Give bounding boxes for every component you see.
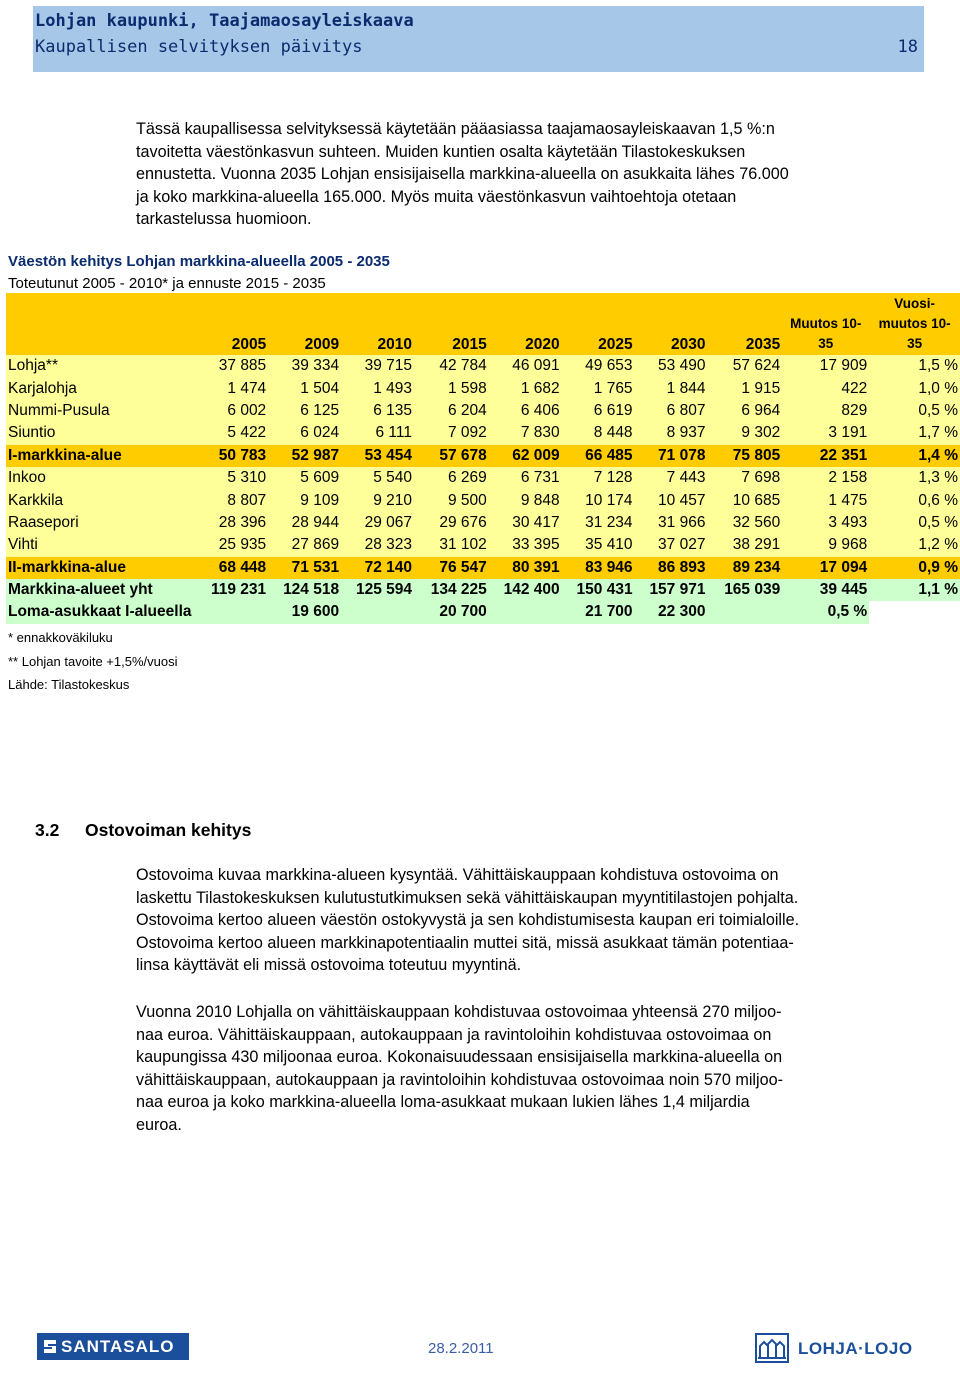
table-cell: 1 682 bbox=[489, 377, 562, 399]
header-cell: 2005 bbox=[194, 293, 269, 355]
row-label: Inkoo bbox=[6, 467, 194, 489]
table-cell: 7 443 bbox=[635, 467, 708, 489]
section-number: 3.2 bbox=[35, 820, 60, 840]
header-cell-blank bbox=[6, 293, 194, 355]
table-cell: 52 987 bbox=[268, 445, 341, 467]
table-cell: 19 600 bbox=[268, 601, 341, 623]
table-cell: 8 807 bbox=[194, 489, 269, 511]
table-cell bbox=[341, 601, 414, 623]
row-label: II-markkina-alue bbox=[6, 557, 194, 579]
table-cell: 28 396 bbox=[194, 512, 269, 534]
table-cell: 0,9 % bbox=[869, 557, 960, 579]
table-cell: 1 493 bbox=[341, 377, 414, 399]
table-cell: 9 210 bbox=[341, 489, 414, 511]
table-cell: 1,1 % bbox=[869, 579, 960, 601]
intro-line: ennustetta. Vuonna 2035 Lohjan ensisijaisella markkina-alueella on asukkaita lähes 76.000 bbox=[136, 165, 789, 183]
intro-paragraph bbox=[136, 118, 936, 231]
table-cell: 80 391 bbox=[489, 557, 562, 579]
paragraph-line: naa euroa ja koko markkina-alueella loma-asukkaat mukaan lukien lähes 1,4 miljardia bbox=[136, 1093, 750, 1111]
table-cell: 53 490 bbox=[635, 355, 708, 377]
document-subtitle: Kaupallisen selvityksen päivitys bbox=[35, 37, 363, 57]
table-cell: 124 518 bbox=[268, 579, 341, 601]
table-cell: 25 935 bbox=[194, 534, 269, 556]
santasalo-logo bbox=[37, 1333, 189, 1360]
row-label: Loma-asukkaat I-alueella bbox=[6, 601, 194, 623]
santasalo-logo-text: SANTASALO bbox=[61, 1337, 175, 1356]
santasalo-mark-icon bbox=[42, 1338, 58, 1355]
table-cell: 1,0 % bbox=[869, 377, 960, 399]
note-line: ** Lohjan tavoite +1,5%/vuosi bbox=[8, 653, 178, 669]
table-cell: 71 078 bbox=[635, 445, 708, 467]
table-cell: 38 291 bbox=[707, 534, 782, 556]
table-row bbox=[6, 512, 960, 534]
table-cell: 6 135 bbox=[341, 400, 414, 422]
table-cell: 62 009 bbox=[489, 445, 562, 467]
header-cell: 2025 bbox=[562, 293, 635, 355]
header-cell: 2035 bbox=[707, 293, 782, 355]
table-cell: 57 624 bbox=[707, 355, 782, 377]
intro-line: tarkastelussa huomioon. bbox=[136, 210, 312, 228]
section-heading bbox=[35, 820, 251, 841]
table-cell: 1,3 % bbox=[869, 467, 960, 489]
paragraph-line: Ostovoima kertoo alueen markkinapotentiaalin muttei sitä, missä asukkaat tämän potentiaa- bbox=[136, 933, 794, 952]
table-cell: 6 807 bbox=[635, 400, 708, 422]
table-cell: 165 039 bbox=[707, 579, 782, 601]
table-row bbox=[6, 467, 960, 489]
table-cell: 6 204 bbox=[414, 400, 489, 422]
table-cell: 29 676 bbox=[414, 512, 489, 534]
table-cell: 1 504 bbox=[268, 377, 341, 399]
table-cell: 1 844 bbox=[635, 377, 708, 399]
paragraph-line: Ostovoima kertoo alueen väestön ostokyvystä ja sen kohdistumisesta kaupan eri toimialoille. bbox=[136, 911, 800, 929]
table-title: Väestön kehitys Lohjan markkina-alueella 2005 - 2035 bbox=[8, 253, 390, 270]
table-cell: 28 944 bbox=[268, 512, 341, 534]
table-cell: 32 560 bbox=[707, 512, 782, 534]
table-cell: 1 598 bbox=[414, 377, 489, 399]
paragraph-line: Ostovoima kuvaa markkina-alueen kysyntää. Vähittäiskauppaan kohdistuva ostovoima on bbox=[136, 866, 779, 884]
table-cell: 9 968 bbox=[782, 534, 869, 556]
table-row bbox=[6, 445, 960, 467]
table-cell: 68 448 bbox=[194, 557, 269, 579]
document-title: Lohjan kaupunki, Taajamaosayleiskaava bbox=[35, 11, 414, 31]
row-label: Raasepori bbox=[6, 512, 194, 534]
row-label: Siuntio bbox=[6, 422, 194, 444]
table-cell: 3 191 bbox=[782, 422, 869, 444]
table-cell: 0,5 % bbox=[869, 400, 960, 422]
table-cell: 76 547 bbox=[414, 557, 489, 579]
table-cell: 89 234 bbox=[707, 557, 782, 579]
population-table bbox=[6, 293, 960, 624]
paragraph-line: kaupungissa 430 miljoonaa euroa. Kokonaisuudessaan ensisijaisella markkina-alueella on bbox=[136, 1048, 783, 1066]
table-row bbox=[6, 422, 960, 444]
table-cell: 9 500 bbox=[414, 489, 489, 511]
table-cell: 86 893 bbox=[635, 557, 708, 579]
table-cell: 66 485 bbox=[562, 445, 635, 467]
table-cell: 7 128 bbox=[562, 467, 635, 489]
table-row bbox=[6, 579, 960, 601]
table-cell: 29 067 bbox=[341, 512, 414, 534]
table-cell: 1 475 bbox=[782, 489, 869, 511]
table-cell: 5 422 bbox=[194, 422, 269, 444]
table-cell: 2 158 bbox=[782, 467, 869, 489]
table-cell: 1 765 bbox=[562, 377, 635, 399]
paragraph-line: euroa. bbox=[136, 1115, 182, 1134]
table-cell: 422 bbox=[782, 377, 869, 399]
table-cell: 1 474 bbox=[194, 377, 269, 399]
table-cell: 46 091 bbox=[489, 355, 562, 377]
header-cell: 2009 bbox=[268, 293, 341, 355]
table-cell: 5 609 bbox=[268, 467, 341, 489]
table-cell: 37 027 bbox=[635, 534, 708, 556]
table-cell: 83 946 bbox=[562, 557, 635, 579]
table-cell: 1,4 % bbox=[869, 445, 960, 467]
paragraph-line: naa euroa. Vähittäiskauppaan, autokauppaan ja ravintoloihin kohdistuvaa ostovoimaa on bbox=[136, 1025, 772, 1044]
table-cell: 75 805 bbox=[707, 445, 782, 467]
table-cell: 9 848 bbox=[489, 489, 562, 511]
table-notes bbox=[8, 626, 177, 697]
table-cell: 28 323 bbox=[341, 534, 414, 556]
table-cell: 6 269 bbox=[414, 467, 489, 489]
table-cell: 157 971 bbox=[635, 579, 708, 601]
table-cell: 0,5 % bbox=[782, 601, 869, 623]
table-cell: 39 715 bbox=[341, 355, 414, 377]
paragraph-ostovoima bbox=[136, 864, 936, 977]
table-cell: 125 594 bbox=[341, 579, 414, 601]
header-cell: 2015 bbox=[414, 293, 489, 355]
table-cell: 3 493 bbox=[782, 512, 869, 534]
table-row bbox=[6, 557, 960, 579]
table-cell: 9 302 bbox=[707, 422, 782, 444]
page-header bbox=[33, 6, 924, 72]
table-cell: 142 400 bbox=[489, 579, 562, 601]
table-cell: 39 334 bbox=[268, 355, 341, 377]
table-cell: 53 454 bbox=[341, 445, 414, 467]
table-cell: 30 417 bbox=[489, 512, 562, 534]
table-cell: 1,2 % bbox=[869, 534, 960, 556]
table-cell bbox=[194, 601, 269, 623]
table-row bbox=[6, 534, 960, 556]
header-cell: 2010 bbox=[341, 293, 414, 355]
row-label: Nummi-Pusula bbox=[6, 400, 194, 422]
table-cell: 8 448 bbox=[562, 422, 635, 444]
intro-line: Tässä kaupallisessa selvityksessä käytetään pääasiassa taajamaosayleiskaavan 1,5 %:n bbox=[136, 120, 775, 138]
header-cell: Muutos 10- 35 bbox=[782, 293, 869, 355]
table-cell: 10 457 bbox=[635, 489, 708, 511]
table-cell bbox=[489, 601, 562, 623]
table-cell: 17 094 bbox=[782, 557, 869, 579]
table-cell: 134 225 bbox=[414, 579, 489, 601]
table-cell: 6 024 bbox=[268, 422, 341, 444]
table-cell: 8 937 bbox=[635, 422, 708, 444]
table-cell: 7 830 bbox=[489, 422, 562, 444]
table-cell: 31 966 bbox=[635, 512, 708, 534]
table-cell: 9 109 bbox=[268, 489, 341, 511]
table-cell: 6 406 bbox=[489, 400, 562, 422]
table-cell: 37 885 bbox=[194, 355, 269, 377]
lohja-logo-text: LOHJA·LOJO bbox=[798, 1339, 913, 1358]
header-cell: 2020 bbox=[489, 293, 562, 355]
table-body bbox=[6, 355, 960, 624]
row-label: Lohja** bbox=[6, 355, 194, 377]
table-cell: 31 102 bbox=[414, 534, 489, 556]
paragraph-line: linsa käyttävät eli missä ostovoima toteutuu myyntinä. bbox=[136, 956, 522, 974]
paragraph-line: laskettu Tilastokeskuksen kulutustutkimuksen sekä vähittäiskaupan myyntitilastojen pohjalta. bbox=[136, 888, 799, 907]
table-cell: 6 002 bbox=[194, 400, 269, 422]
table-cell: 72 140 bbox=[341, 557, 414, 579]
row-label: Karjalohja bbox=[6, 377, 194, 399]
intro-line: tavoitetta väestönkasvun suhteen. Muiden kuntien osalta käytetään Tilastokeskuksen bbox=[136, 142, 746, 161]
table-cell: 6 964 bbox=[707, 400, 782, 422]
section-title: Ostovoiman kehitys bbox=[85, 820, 252, 840]
table-cell: 22 300 bbox=[635, 601, 708, 623]
table-cell: 829 bbox=[782, 400, 869, 422]
row-label: Karkkila bbox=[6, 489, 194, 511]
table-cell: 1 915 bbox=[707, 377, 782, 399]
table-cell: 20 700 bbox=[414, 601, 489, 623]
table-cell: 49 653 bbox=[562, 355, 635, 377]
table-row bbox=[6, 601, 960, 623]
table-row bbox=[6, 355, 960, 377]
table-cell: 33 395 bbox=[489, 534, 562, 556]
table-cell: 6 731 bbox=[489, 467, 562, 489]
table-cell: 5 540 bbox=[341, 467, 414, 489]
table-cell: 119 231 bbox=[194, 579, 269, 601]
table-row bbox=[6, 377, 960, 399]
table-cell: 10 174 bbox=[562, 489, 635, 511]
table-cell: 0,6 % bbox=[869, 489, 960, 511]
row-label: I-markkina-alue bbox=[6, 445, 194, 467]
table-cell: 7 698 bbox=[707, 467, 782, 489]
lohja-crest-icon bbox=[752, 1330, 792, 1366]
note-line: * ennakkoväkiluku bbox=[8, 630, 113, 645]
table-cell: 17 909 bbox=[782, 355, 869, 377]
table-cell: 21 700 bbox=[562, 601, 635, 623]
table-cell: 6 125 bbox=[268, 400, 341, 422]
table-row bbox=[6, 489, 960, 511]
paragraph-lohja-2010 bbox=[136, 1001, 936, 1136]
table-row bbox=[6, 400, 960, 422]
row-label: Markkina-alueet yht bbox=[6, 579, 194, 601]
header-cell: Vuosi- muutos 10- 35 bbox=[869, 293, 960, 355]
table-subtitle: Toteutunut 2005 - 2010* ja ennuste 2015 - 2035 bbox=[8, 275, 326, 292]
table-cell: 27 869 bbox=[268, 534, 341, 556]
intro-line: ja koko markkina-alueella 165.000. Myös muita väestönkasvun vaihtoehtoja otetaan bbox=[136, 187, 737, 206]
table-header-row bbox=[6, 293, 960, 355]
table-cell: 150 431 bbox=[562, 579, 635, 601]
note-line: Lähde: Tilastokeskus bbox=[8, 677, 130, 692]
page-number: 18 bbox=[897, 37, 918, 57]
table-cell bbox=[707, 601, 782, 623]
table-cell: 31 234 bbox=[562, 512, 635, 534]
table-cell: 71 531 bbox=[268, 557, 341, 579]
lohja-logo bbox=[750, 1330, 926, 1366]
footer-date: 28.2.2011 bbox=[428, 1340, 494, 1357]
table-cell: 1,7 % bbox=[869, 422, 960, 444]
table-cell: 39 445 bbox=[782, 579, 869, 601]
table-cell: 1,5 % bbox=[869, 355, 960, 377]
table-cell: 10 685 bbox=[707, 489, 782, 511]
table-cell: 22 351 bbox=[782, 445, 869, 467]
paragraph-line: vähittäiskauppaan, autokauppaan ja ravintoloihin kohdistuvaa ostovoimaa noin 570 miljoo- bbox=[136, 1070, 784, 1089]
table-cell: 42 784 bbox=[414, 355, 489, 377]
header-cell: 2030 bbox=[635, 293, 708, 355]
table-cell: 7 092 bbox=[414, 422, 489, 444]
table-cell: 57 678 bbox=[414, 445, 489, 467]
table-cell: 6 111 bbox=[341, 422, 414, 444]
table-cell: 6 619 bbox=[562, 400, 635, 422]
paragraph-line: Vuonna 2010 Lohjalla on vähittäiskauppaan kohdistuvaa ostovoimaa yhteensä 270 miljoo- bbox=[136, 1003, 782, 1021]
table-cell: 0,5 % bbox=[869, 512, 960, 534]
row-label: Vihti bbox=[6, 534, 194, 556]
table-cell: 35 410 bbox=[562, 534, 635, 556]
table-cell: 5 310 bbox=[194, 467, 269, 489]
table-cell: 50 783 bbox=[194, 445, 269, 467]
